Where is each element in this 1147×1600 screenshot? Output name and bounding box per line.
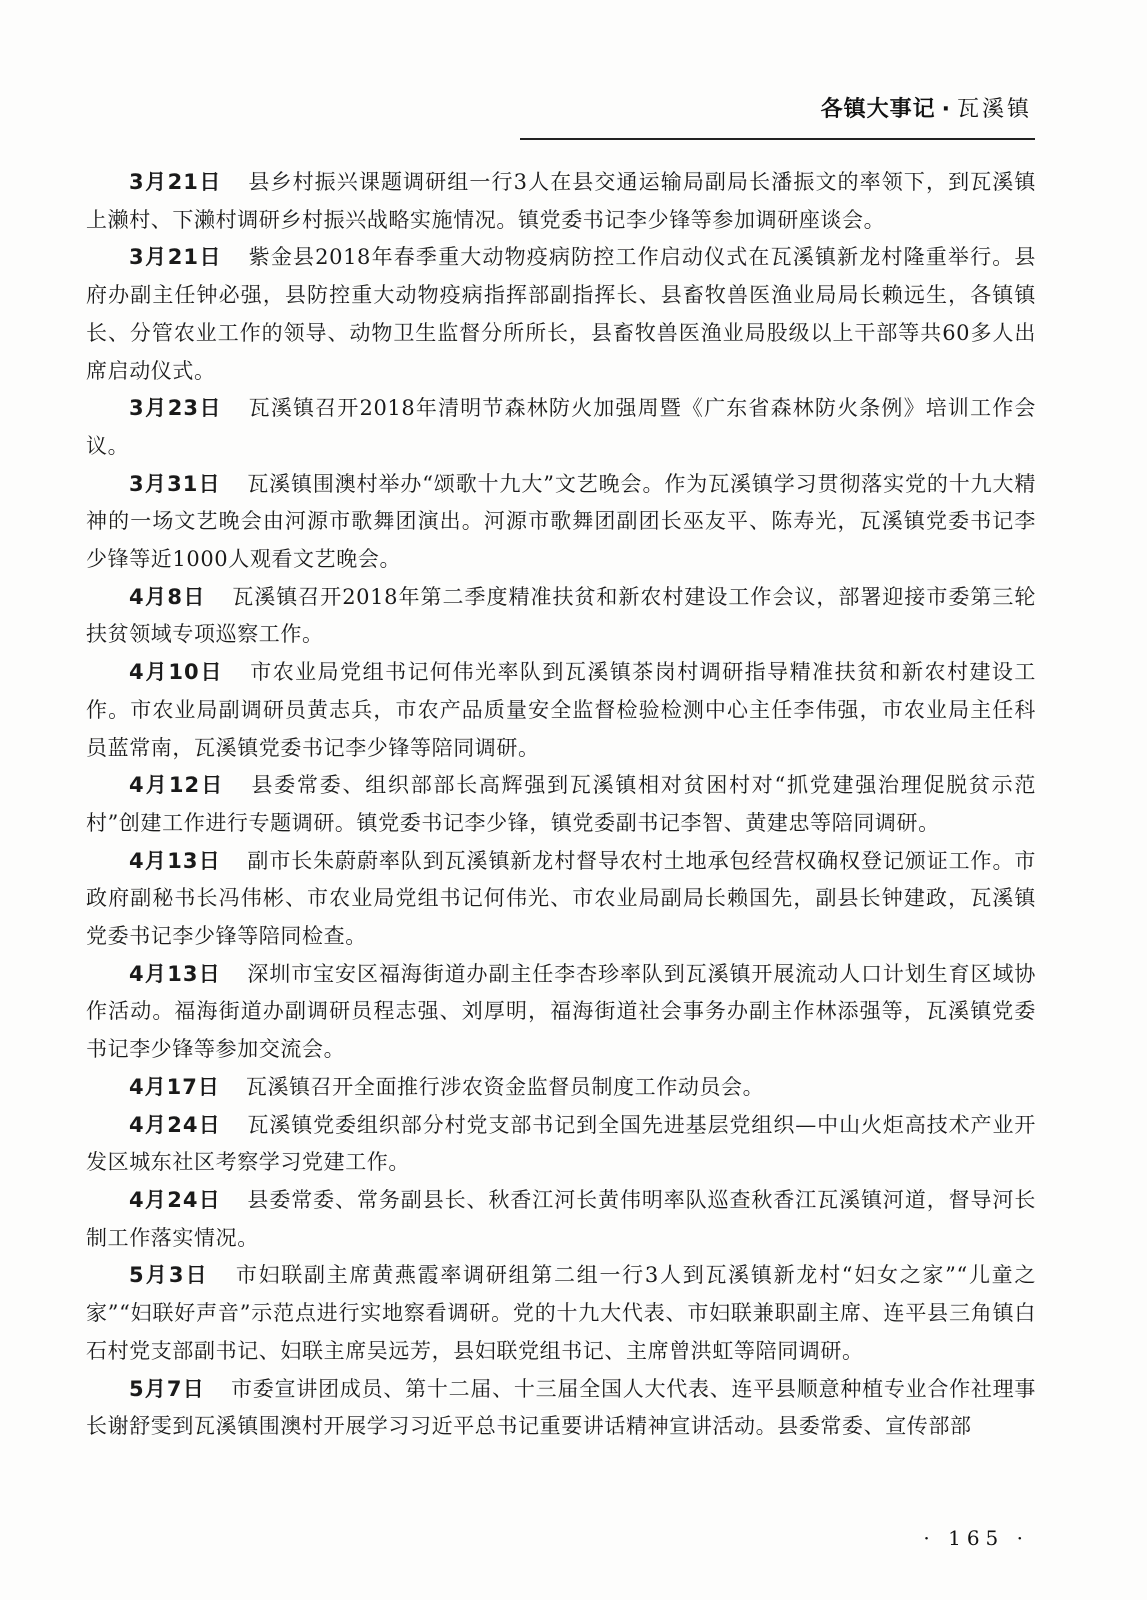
entry-date: 5月3日 <box>129 1263 209 1288</box>
chronicle-entry <box>86 767 1036 842</box>
entry-text: 紫金县2018年春季重大动物疫病防控工作启动仪式在瓦溪镇新龙村隆重举行。县府办副主任钟必强，县防控重大动物疫病指挥部副指挥长、县畜牧兽医渔业局局长赖远生，各镇镇长、分管农业工作的领导、动物卫生监督分所所长，县畜牧兽医渔业局股级以上干部等共60多人出席启动仪式。 <box>86 245 1037 383</box>
header-section-title: 各镇大事记 <box>820 97 936 122</box>
entry-date: 4月12日 <box>129 773 225 798</box>
chronicle-body <box>86 164 1036 1446</box>
entry-text: 县乡村振兴课题调研组一行3人在县交通运输局副局长潘振文的率领下，到瓦溪镇上濑村、下濑村调研乡村振兴战略实施情况。镇党委书记李少锋等参加调研座谈会。 <box>86 170 1036 232</box>
entry-date: 4月13日 <box>129 961 222 986</box>
entry-date: 4月13日 <box>129 848 222 873</box>
chronicle-entry <box>86 466 1036 579</box>
entry-text: 深圳市宝安区福海街道办副主任李杏珍率队到瓦溪镇开展流动人口计划生育区域协作活动。福海街道办副调研员程志强、刘厚明，福海街道社会事务办副主作林添强等，瓦溪镇党委书记李少锋等参加交流会。 <box>86 961 1036 1062</box>
chronicle-entry <box>86 1257 1036 1370</box>
entry-text: 瓦溪镇围澳村举办“颂歌十九大”文艺晚会。作为瓦溪镇学习贯彻落实党的十九大精神的一场文艺晚会由河源市歌舞团演出。河源市歌舞团副团长巫友平、陈寿光，瓦溪镇党委书记李少锋等近1000人观看文艺晚会。 <box>86 471 1037 572</box>
entry-text: 县委常委、常务副县长、秋香江河长黄伟明率队巡查秋香江瓦溪镇河道，督导河长制工作落实情况。 <box>86 1187 1036 1250</box>
entry-date: 4月24日 <box>129 1112 222 1137</box>
entry-date: 4月24日 <box>129 1187 222 1212</box>
entry-date: 3月23日 <box>129 396 223 421</box>
entry-date: 3月21日 <box>129 170 222 194</box>
entry-date: 4月8日 <box>129 584 206 609</box>
running-header <box>821 92 1032 123</box>
entry-text: 瓦溪镇召开2018年第二季度精准扶贫和新农村建设工作会议，部署迎接市委第三轮扶贫领域专项巡察工作。 <box>86 584 1036 647</box>
chronicle-entry <box>86 1371 1036 1446</box>
entry-date: 4月10日 <box>129 660 224 685</box>
entry-date: 3月31日 <box>129 471 221 496</box>
header-town-name: 瓦溪镇 <box>956 97 1032 122</box>
chronicle-entry <box>86 654 1036 767</box>
entry-text: 县委常委、组织部部长高辉强到瓦溪镇相对贫困村对“抓党建强治理促脱贫示范村”创建工作进行专题调研。镇党委书记李少锋，镇党委副书记李智、黄建忠等陪同调研。 <box>86 773 1037 835</box>
entry-text: 副市长朱蔚蔚率队到瓦溪镇新龙村督导农村土地承包经营权确权登记颁证工作。市政府副秘书长冯伟彬、市农业局党组书记何伟光、市农业局副局长赖国先，副县长钟建政，瓦溪镇党委书记李少锋等陪同检查。 <box>86 848 1036 949</box>
chronicle-entry <box>86 1182 1036 1257</box>
entry-text: 市妇联副主席黄燕霞率调研组第二组一行3人到瓦溪镇新龙村“妇女之家”“儿童之家”“妇联好声音”示范点进行实地察看调研。党的十九大代表、市妇联兼职副主席、连平县三角镇白石村党支部副书记、妇联主席吴远芳，县妇联党组书记、主席曾洪虹等陪同调研。 <box>86 1263 1036 1363</box>
entry-text: 瓦溪镇召开全面推行涉农资金监督员制度工作动员会。 <box>245 1074 765 1099</box>
header-rule <box>520 138 1035 140</box>
chronicle-entry <box>86 164 1036 239</box>
chronicle-entry <box>86 843 1036 956</box>
entry-text: 市委宣讲团成员、第十二届、十三届全国人大代表、连平县顺意种植专业合作社理事长谢舒雯到瓦溪镇围澳村开展学习习近平总书记重要讲话精神宣讲活动。县委常委、宣传部部 <box>86 1376 1036 1439</box>
entry-date: 3月21日 <box>129 245 223 270</box>
entry-date: 5月7日 <box>129 1376 205 1401</box>
header-separator: · <box>941 97 951 122</box>
chronicle-entry <box>86 1069 1036 1107</box>
chronicle-entry <box>86 579 1036 654</box>
chronicle-entry <box>86 956 1036 1069</box>
page-number: · 165 · <box>923 1526 1029 1550</box>
entry-text: 市农业局党组书记何伟光率队到瓦溪镇茶岗村调研指导精准扶贫和新农村建设工作。市农业局副调研员黄志兵，市农产品质量安全监督检验检测中心主任李伟强，市农业局主任科员蓝常南，瓦溪镇党委书记李少锋等陪同调研。 <box>86 660 1036 760</box>
chronicle-entry <box>86 239 1036 390</box>
chronicle-entry <box>86 1107 1036 1182</box>
entry-date: 4月17日 <box>129 1074 220 1099</box>
chronicle-entry <box>86 390 1036 465</box>
entry-text: 瓦溪镇召开2018年清明节森林防火加强周暨《广东省森林防火条例》培训工作会议。 <box>86 396 1037 458</box>
entry-text: 瓦溪镇党委组织部分村党支部书记到全国先进基层党组织—中山火炬高技术产业开发区城东社区考察学习党建工作。 <box>86 1112 1036 1175</box>
